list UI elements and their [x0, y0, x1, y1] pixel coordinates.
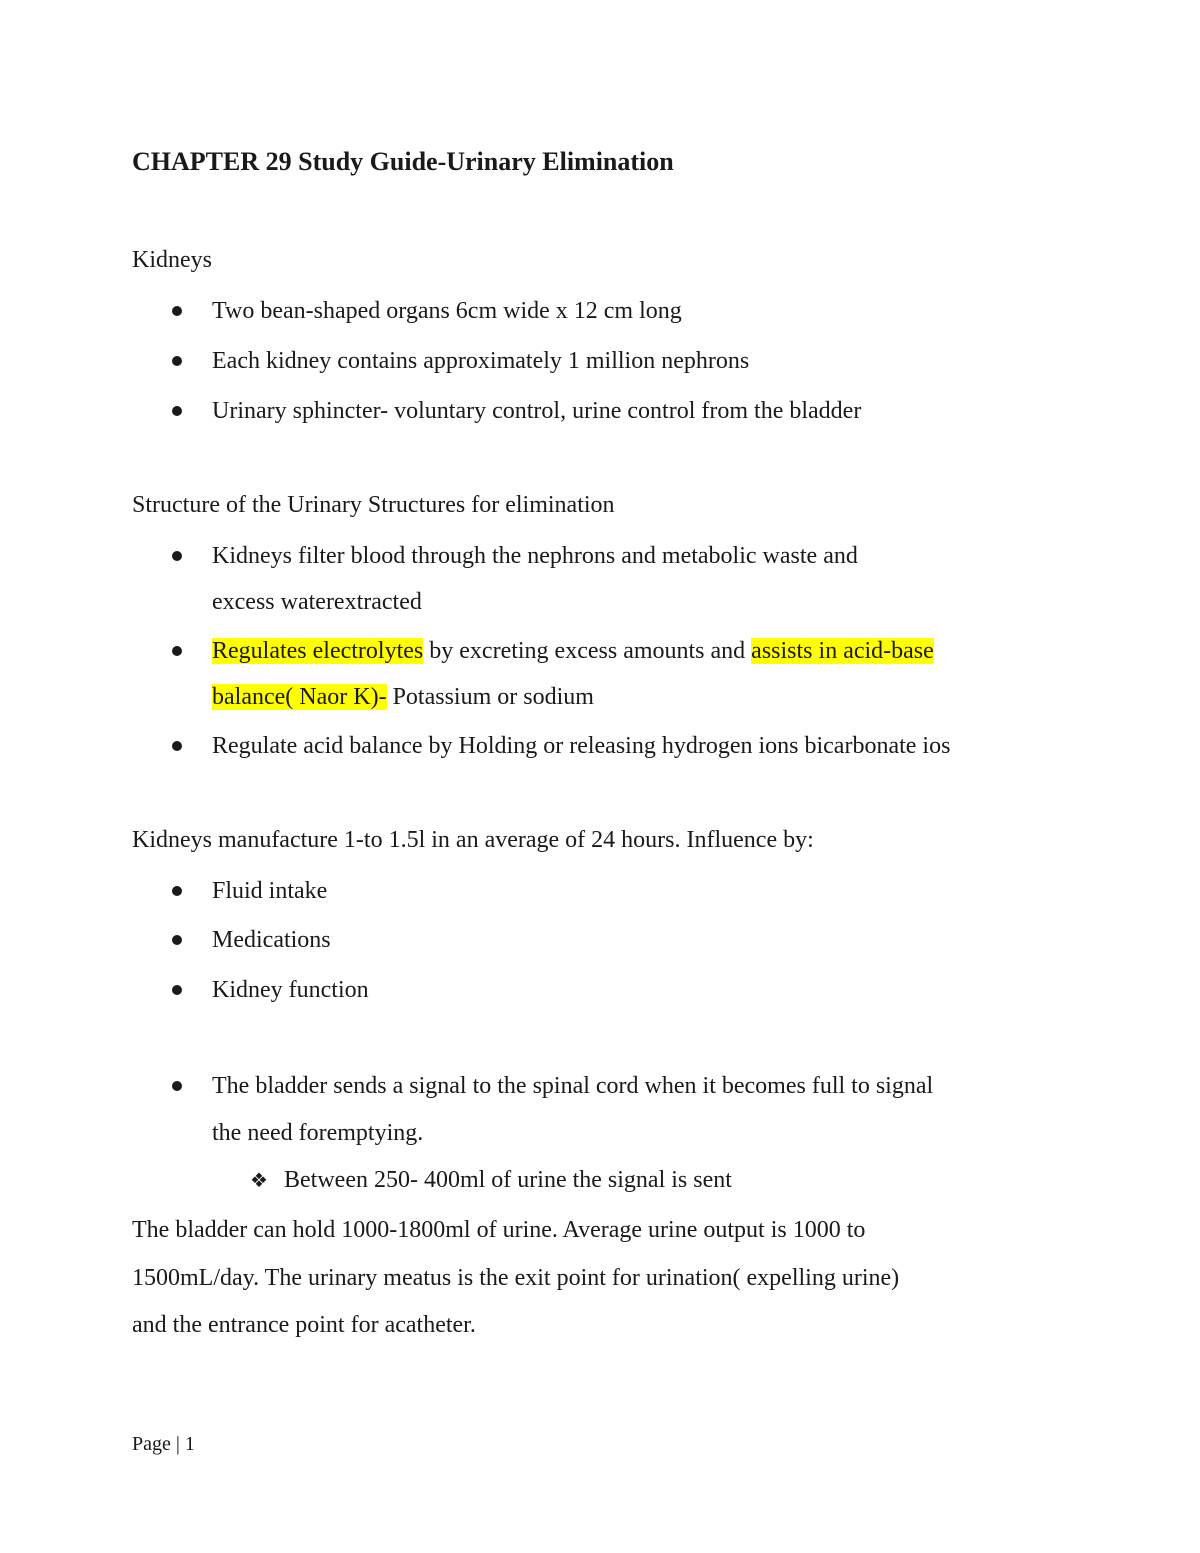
list-item: Kidneys filter blood through the nephrons and metabolic waste and — [212, 543, 858, 569]
bullet-icon — [172, 406, 182, 416]
list-item: Regulate acid balance by Holding or releasing hydrogen ions bicarbonate ios — [212, 733, 951, 759]
section-heading-structure: Structure of the Urinary Structures for elimination — [132, 492, 615, 518]
paragraph-line: The bladder can hold 1000-1800ml of urine. Average urine output is 1000 to — [132, 1217, 866, 1243]
bullet-icon — [172, 356, 182, 366]
list-item-text: Potassium or sodium — [386, 684, 594, 710]
paragraph-line: 1500mL/day. The urinary meatus is the exit point for urination( expelling urine) — [132, 1265, 900, 1291]
paragraph-line: and the entrance point for acatheter. — [132, 1312, 476, 1338]
bullet-icon — [172, 985, 182, 995]
list-item-text: by excreting excess amounts and — [423, 638, 752, 664]
section-heading-kidneys: Kidneys — [132, 247, 212, 273]
list-item: Kidney function — [212, 977, 369, 1003]
list-item: Medications — [212, 927, 331, 953]
list-item: The bladder sends a signal to the spinal cord when it becomes full to signal — [212, 1073, 934, 1099]
highlighted-text: balance( Naor K)- — [212, 684, 387, 710]
list-item: Fluid intake — [212, 878, 328, 904]
list-item-continuation: excess waterextracted — [212, 589, 422, 615]
list-item: Two bean-shaped organs 6cm wide x 12 cm long — [212, 298, 682, 324]
list-item: Urinary sphincter- voluntary control, urine control from the bladder — [212, 398, 862, 424]
bullet-icon — [172, 935, 182, 945]
list-item — [212, 635, 934, 667]
list-item: Each kidney contains approximately 1 million nephrons — [212, 348, 750, 374]
highlighted-text: assists in acid-base — [751, 638, 934, 664]
list-item-continuation — [212, 681, 594, 713]
bullet-icon — [172, 306, 182, 316]
document-title: CHAPTER 29 Study Guide-Urinary Elimination — [132, 147, 674, 176]
highlighted-text: Regulates electrolytes — [212, 638, 424, 664]
list-item-continuation: the need foremptying. — [212, 1120, 424, 1146]
diamond-bullet-icon: ❖ — [250, 1170, 268, 1192]
bullet-icon — [172, 886, 182, 896]
bullet-icon — [172, 741, 182, 751]
page-number: Page | 1 — [132, 1433, 195, 1455]
bullet-icon — [172, 1081, 182, 1091]
sub-list-item: Between 250- 400ml of urine the signal is sent — [284, 1167, 732, 1193]
section-heading-manufacture: Kidneys manufacture 1-to 1.5l in an average of 24 hours. Influence by: — [132, 827, 814, 853]
bullet-icon — [172, 646, 182, 656]
bullet-icon — [172, 551, 182, 561]
